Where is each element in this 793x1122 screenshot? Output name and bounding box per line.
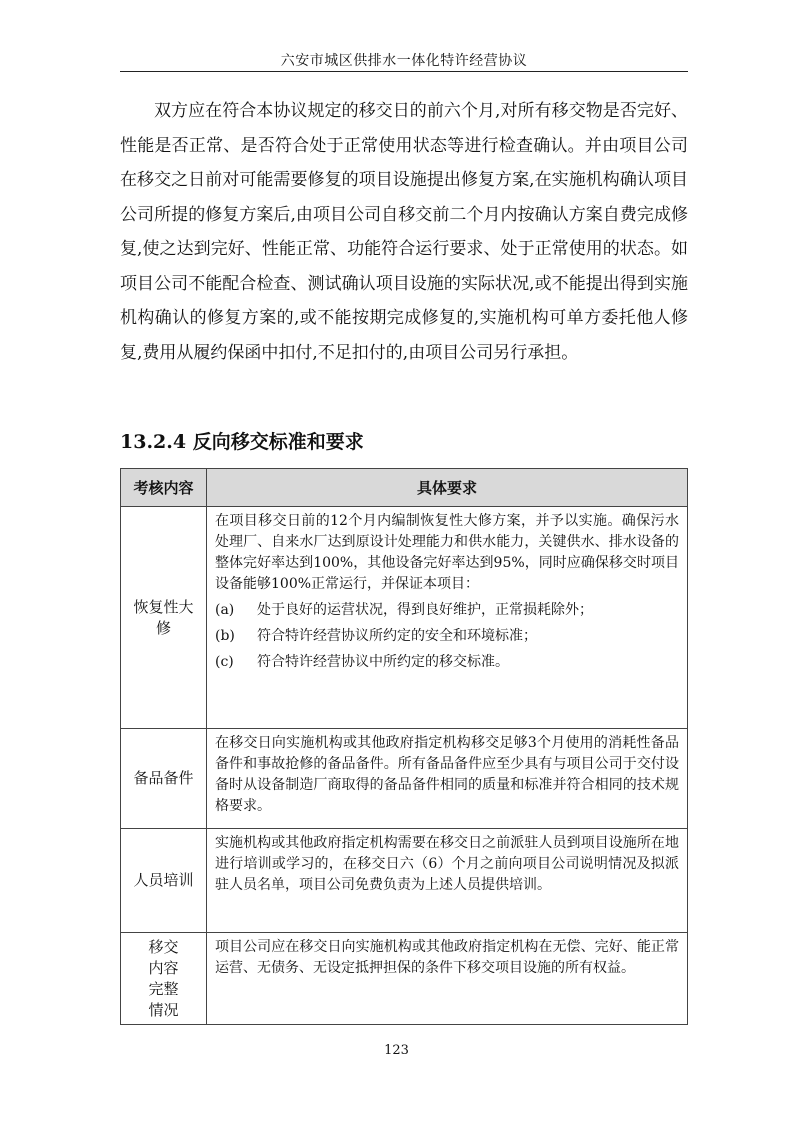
- item-text: 处于良好的运营状况，得到良好维护，正常损耗除外；: [257, 602, 593, 618]
- category-label: 移交内容完整情况: [148, 937, 179, 1019]
- section-heading: 13.2.4 反向移交标准和要求: [120, 431, 364, 453]
- item-marker: (b): [215, 628, 235, 644]
- requirement-item: [215, 600, 679, 621]
- category-label: 人员培训: [133, 871, 194, 889]
- body-paragraph: 双方应在符合本协议规定的移交日的前六个月,对所有移交物是否完好、性能是否正常、是否符合处于正常使用状态等进行检查确认。并由项目公司在移交之日前对可能需要修复的项目设施提出修复方案,在实施机构确认项目公司所提的修复方案后,由项目公司自移交前二个月内按确认方案自费完成修复,使之达到完好、性能正常、功能符合运行要求、处于正常使用的状态。如项目公司不能配合检查、测试确认项目设施的实际状况,或不能提出得到实施机构确认的修复方案的,或不能按期完成修复的,实施机构可单方委托他人修复,费用从履约保函中扣付,不足扣付的,由项目公司另行承担。: [120, 101, 688, 363]
- item-text: 符合特许经营协议中所约定的移交标准。: [257, 654, 509, 670]
- page-number: 123: [384, 1043, 409, 1058]
- category-label: 备品备件: [133, 769, 194, 787]
- requirement-text: 在移交日向实施机构或其他政府指定机构移交足够3个月使用的消耗性备品备件和事故抢修的备品备件。所有备品备件应至少具有与项目公司于交付设备时从设备制造厂商取得的备品备件相同的质量和标准并符合相同的技术规格要求。: [215, 735, 679, 814]
- item-marker: (a): [215, 602, 235, 618]
- table-header-row: [121, 469, 688, 507]
- table-row: [121, 729, 688, 829]
- row-requirement: [207, 507, 688, 729]
- table-row: [121, 829, 688, 933]
- requirement-item: [215, 652, 679, 673]
- category-label: 恢复性大修: [133, 597, 194, 637]
- row-requirement: [207, 729, 688, 829]
- row-category: [121, 507, 207, 729]
- requirements-table: [120, 468, 688, 1025]
- row-category: [121, 729, 207, 829]
- running-header: 六安市城区供排水一体化特许经营协议: [280, 53, 528, 69]
- table-row: [121, 933, 688, 1025]
- requirement-text: 项目公司应在移交日向实施机构或其他政府指定机构在无偿、完好、能正常运营、无债务、无设定抵押担保的条件下移交项目设施的所有权益。: [215, 939, 679, 976]
- column-header-assessment: 考核内容: [121, 469, 207, 507]
- item-text: 符合特许经营协议所约定的安全和环境标准；: [257, 628, 537, 644]
- row-requirement: [207, 933, 688, 1025]
- item-marker: (c): [215, 654, 234, 670]
- requirement-text: 实施机构或其他政府指定机构需要在移交日之前派驻人员到项目设施所在地进行培训或学习的，在移交日六（6）个月之前向项目公司说明情况及拟派驻人员名单，项目公司免费负责为上述人员提供培训。: [215, 835, 679, 893]
- requirement-text: 在项目移交日前的12个月内编制恢复性大修方案，并予以实施。确保污水处理厂、自来水厂达到原设计处理能力和供水能力，关键供水、排水设备的整体完好率达到100%，其他设备完好率达到95%，同时应确保移交时项目设备能够100%正常运行，并保证本项目：: [215, 513, 679, 592]
- row-requirement: [207, 829, 688, 933]
- row-category: [121, 829, 207, 933]
- column-header-requirements: 具体要求: [207, 469, 688, 507]
- header-rule: [120, 71, 688, 72]
- row-category: [121, 933, 207, 1025]
- requirement-item: [215, 626, 679, 647]
- table-row: [121, 507, 688, 729]
